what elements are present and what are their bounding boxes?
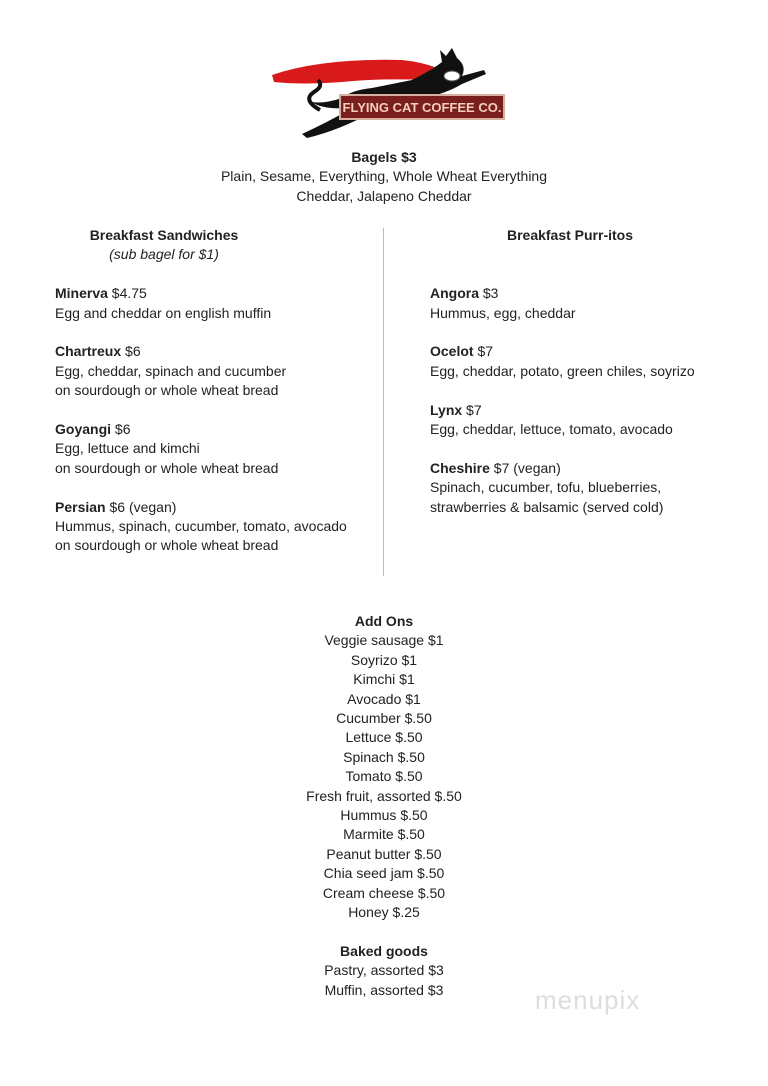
menu-item-name: Chartreux xyxy=(55,343,122,360)
bagels-line: Plain, Sesame, Everything, Whole Wheat Everything xyxy=(220,168,548,185)
menu-item-heading xyxy=(430,459,768,478)
purritos-column xyxy=(430,226,768,517)
menu-item-description: Hummus, spinach, cucumber, tomato, avocado xyxy=(55,518,347,535)
baked-title: Baked goods xyxy=(340,942,428,959)
menu-item xyxy=(55,498,383,556)
menu-item-name: Ocelot xyxy=(430,343,474,360)
menu-item-description: on sourdough or whole wheat bread xyxy=(55,537,279,554)
bagels-section xyxy=(0,148,768,206)
column-divider xyxy=(383,228,384,576)
sandwiches-column xyxy=(55,226,383,556)
menu-item-description: Spinach, cucumber, tofu, blueberries, xyxy=(430,479,662,496)
menu-item xyxy=(55,342,383,400)
menu-item-description: strawberries & balsamic (served cold) xyxy=(430,498,664,515)
addon-item: Tomato $.50 xyxy=(345,768,423,785)
baked-item: Pastry, assorted $3 xyxy=(324,962,444,979)
menu-item-description: Egg, cheddar, spinach and cucumber xyxy=(55,362,287,379)
menu-item-price: $3 xyxy=(479,285,499,302)
menu-item-heading xyxy=(55,498,383,517)
menu-item xyxy=(430,459,768,517)
menu-item xyxy=(430,342,768,381)
addons-title: Add Ons xyxy=(354,613,414,629)
menu-item-name: Persian xyxy=(55,498,106,515)
menu-item-price: $4.75 xyxy=(107,285,147,302)
menu-item-description: on sourdough or whole wheat bread xyxy=(55,382,279,399)
baked-item: Muffin, assorted $3 xyxy=(324,981,444,998)
menu-item-name: Cheshire xyxy=(430,459,490,476)
sandwiches-title: Breakfast Sandwiches xyxy=(89,227,239,243)
menu-item-price: $6 (vegan) xyxy=(105,498,177,515)
menu-item-price: $6 xyxy=(121,343,141,360)
menu-item-description: Egg, lettuce and kimchi xyxy=(55,440,200,457)
menu-item xyxy=(430,284,768,323)
menu-item-heading xyxy=(430,342,768,361)
bagels-title: Bagels $3 xyxy=(351,149,417,165)
addon-item: Avocado $1 xyxy=(347,690,421,707)
menu-item xyxy=(55,420,383,478)
menu-item-description: on sourdough or whole wheat bread xyxy=(55,459,279,476)
addon-item: Cream cheese $.50 xyxy=(322,884,446,901)
menu-item-name: Lynx xyxy=(430,401,463,418)
addons-section xyxy=(0,612,768,1000)
addon-item: Hummus $.50 xyxy=(340,807,428,824)
addon-item: Kimchi $1 xyxy=(353,671,415,688)
sandwiches-note: (sub bagel for $1) xyxy=(109,246,219,263)
menu-item-name: Angora xyxy=(430,285,479,302)
menupix-watermark: menupix xyxy=(535,985,641,1015)
menu-item-price: $7 xyxy=(462,401,482,418)
addon-item: Honey $.25 xyxy=(348,904,420,921)
addon-item: Marmite $.50 xyxy=(343,826,425,843)
bagels-line: Cheddar, Jalapeno Cheddar xyxy=(296,187,472,204)
menu-item-price: $6 xyxy=(111,421,131,438)
menu-item-description: Egg, cheddar, lettuce, tomato, avocado xyxy=(430,421,673,438)
addon-item: Fresh fruit, assorted $.50 xyxy=(306,787,462,804)
menu-item-description: Egg, cheddar, potato, green chiles, soyrizo xyxy=(430,362,695,379)
addon-item: Soyrizo $1 xyxy=(350,651,418,668)
addon-item: Spinach $.50 xyxy=(343,748,425,765)
menu-item-heading xyxy=(430,401,768,420)
menu-item-heading xyxy=(55,284,383,303)
menu-item xyxy=(55,284,383,323)
addon-item: Cucumber $.50 xyxy=(336,710,432,727)
menu-item-heading xyxy=(430,284,768,303)
flying-cat-logo xyxy=(262,40,512,145)
svg-text:FLYING CAT COFFEE CO.: FLYING CAT COFFEE CO. xyxy=(342,100,502,115)
addon-item: Veggie sausage $1 xyxy=(324,632,444,649)
menu-item-price: $7 xyxy=(473,343,494,360)
menu-item-name: Minerva xyxy=(55,285,108,302)
menu-item-description: Egg and cheddar on english muffin xyxy=(55,304,272,321)
addon-item: Peanut butter $.50 xyxy=(326,845,442,862)
menu-item xyxy=(430,401,768,440)
menu-item-price: $7 (vegan) xyxy=(489,459,561,476)
menu-item-heading xyxy=(55,342,383,361)
menu-item-heading xyxy=(55,420,383,439)
menu-item-description: Hummus, egg, cheddar xyxy=(430,304,576,321)
purritos-title: Breakfast Purr-itos xyxy=(506,227,634,243)
addon-item: Chia seed jam $.50 xyxy=(323,865,445,882)
menu-item-name: Goyangi xyxy=(55,421,112,438)
addon-item: Lettuce $.50 xyxy=(345,729,423,746)
